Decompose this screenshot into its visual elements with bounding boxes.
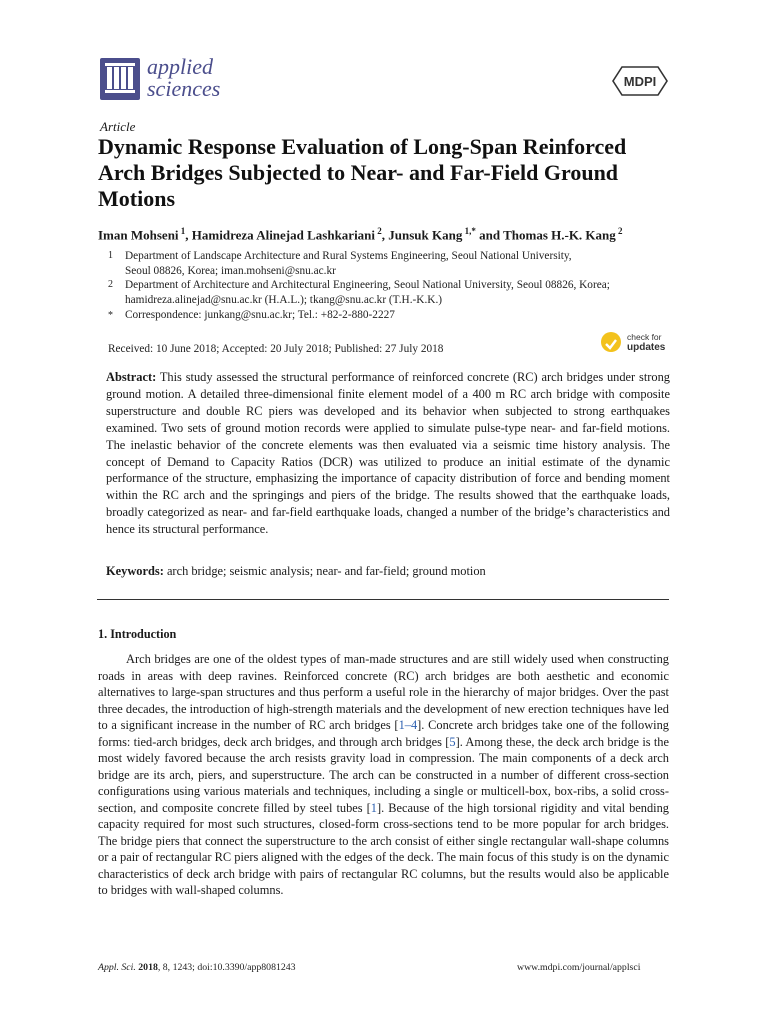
author-affiliation-mark: 1 [178, 226, 186, 236]
footer-citation [98, 962, 296, 973]
keywords [106, 564, 670, 579]
publisher-logo-text: MDPI [623, 74, 657, 89]
publication-dates: Received: 10 June 2018; Accepted: 20 July 2018; Published: 27 July 2018 [108, 343, 444, 355]
keywords-text: arch bridge; seismic analysis; near- and far-field; ground motion [166, 564, 486, 578]
affiliation-1 [125, 249, 670, 279]
author-name: Hamidreza Alinejad Lashkariani [191, 227, 376, 243]
author-affiliation-mark: 1,* [462, 226, 476, 236]
footer-url[interactable]: www.mdpi.com/journal/applsci [517, 962, 641, 973]
check-updates-line1: check for [627, 332, 662, 342]
citation-link[interactable]: 1–4 [398, 718, 418, 732]
author-separator: , [381, 227, 389, 243]
affiliation-2 [125, 278, 670, 308]
paper-title: Dynamic Response Evaluation of Long-Span Reinforced Arch Bridges Subjected to Near- and Far-Field Ground Motions [98, 134, 627, 211]
affiliation-line: Seoul 08826, Korea; iman.mohseni@snu.ac.kr [125, 265, 336, 277]
abstract [106, 369, 670, 538]
journal-logo [100, 54, 300, 104]
author-separator: and [475, 227, 504, 243]
paragraph [98, 651, 669, 899]
text-run: ]. Among these, the deck arch bridge is the most widely favored because the arch resists gravity load in compression. The main components of a deck arch bridge are its arch, piers, and superstructure. The arch can be constructed in a number of different cross-section configurations using various materials and techniques, including a single or multicell-box, box-ribs, a solid cross-section, and composite concrete filled by steel tubes [ [98, 734, 669, 815]
divider [97, 599, 669, 600]
mdpi-logo-icon [612, 66, 668, 96]
introduction-body [98, 651, 669, 899]
affiliation-line: hamidreza.alinejad@snu.ac.kr (H.A.L.); tkang@snu.ac.kr (T.H.-K.K.) [125, 294, 443, 306]
article-type: Article [100, 119, 136, 134]
footer-year: 2018 [138, 962, 158, 973]
text-run: ]. Concrete arch bridges take one of the following forms: tied-arch bridges, deck arch bridges, and through arch bridges [ [98, 718, 669, 749]
text-run: Arch bridges are one of the oldest types of man-made structures and are still widely used when constructing roads in areas with deep ravines. Reinforced concrete (RC) arch bridges are both aesthetic and economic alternatives to large-span structures and thus perform a useful role in the hierarchy of major bridges. Over the past three decades, the introduction of high-strength materials and the development of new erection techniques have led to a significant increase in the number of RC arch bridges [ [98, 652, 669, 732]
journal-name [147, 56, 220, 100]
author-affiliation-mark: 2 [615, 226, 623, 236]
affiliation-mark-1: 1 [108, 250, 113, 261]
author-list [98, 226, 623, 243]
affiliation-mark-corr: * [108, 310, 113, 321]
footer-volume-doi: , 8, 1243; doi:10.3390/app8081243 [157, 962, 296, 973]
citation-link[interactable]: 1 [370, 800, 377, 815]
citation-link[interactable]: 5 [449, 734, 456, 749]
author-affiliation-mark: 2 [375, 226, 382, 236]
journal-name-line2: sciences [147, 76, 221, 101]
section-heading: 1. Introduction [98, 627, 177, 641]
check-icon [601, 332, 621, 352]
abstract-text: This study assessed the structural performance of reinforced concrete (RC) arch bridges under strong ground motion. A detailed three-dimensional finite element model of a 400 m RC arch bridge with composite superstructure and double RC piers was developed and its behavior when subjected to strong earthquakes examined. Two sets of ground motion records were applied to simulate pulse-type near- and far-field motions. The inelastic behavior of the concrete elements was then evaluated via a seismic time history analysis. The concept of Demand to Capacity Ratios (DCR) was utilized to produce an initial estimate of the dynamic performance of the structure, emphasizing the importance of capacity distribution of force and bending moment within the RC arch and the springings and piers of the bridge. The results showed that the earthquake loads, broadly categorized as near- and far-field earthquake loads, changed a number of the bridge’s characteristics and hence its structural performance. [106, 370, 670, 537]
text-run: ]. Because of the high torsional rigidity and vital bending capacity required for most such structures, closed-form cross-sections tend to be more popular for arch bridges. The bridge piers that connect the superstructure to the arch consist of either single rectangular wall-shape columns or a pair of rectangular RC piers aligned with the edges of the deck. The main focus of this study is on the dynamic characteristics of deck arch bridge with pairs of rectangular RC columns, but the results would also be applicable to bridges with wall-shaped columns. [98, 800, 669, 897]
author-name: Thomas H.-K. Kang [503, 227, 616, 243]
affiliation-line: Correspondence: junkang@snu.ac.kr; Tel.: +82-2-880-2227 [125, 309, 395, 321]
affiliation-line: Department of Architecture and Architectural Engineering, Seoul National University, Seoul 08826, Korea; [125, 279, 610, 291]
journal-logo-icon [100, 58, 140, 100]
correspondence [125, 308, 670, 323]
affiliation-line: Department of Landscape Architecture and Rural Systems Engineering, Seoul National University, [125, 250, 572, 262]
journal-name-line1: applied [147, 54, 213, 79]
author-name: Junsuk Kang [388, 227, 463, 243]
abstract-label: Abstract: [106, 370, 157, 384]
keywords-label: Keywords: [106, 564, 164, 578]
check-updates-line2: updates [627, 342, 666, 353]
author-separator: , [185, 227, 192, 243]
footer-journal: Appl. Sci. [98, 962, 136, 973]
publisher-logo [612, 66, 668, 96]
affiliation-mark-2: 2 [108, 279, 113, 290]
author-name: Iman Mohseni [98, 227, 179, 243]
check-for-updates-badge[interactable] [601, 330, 671, 358]
